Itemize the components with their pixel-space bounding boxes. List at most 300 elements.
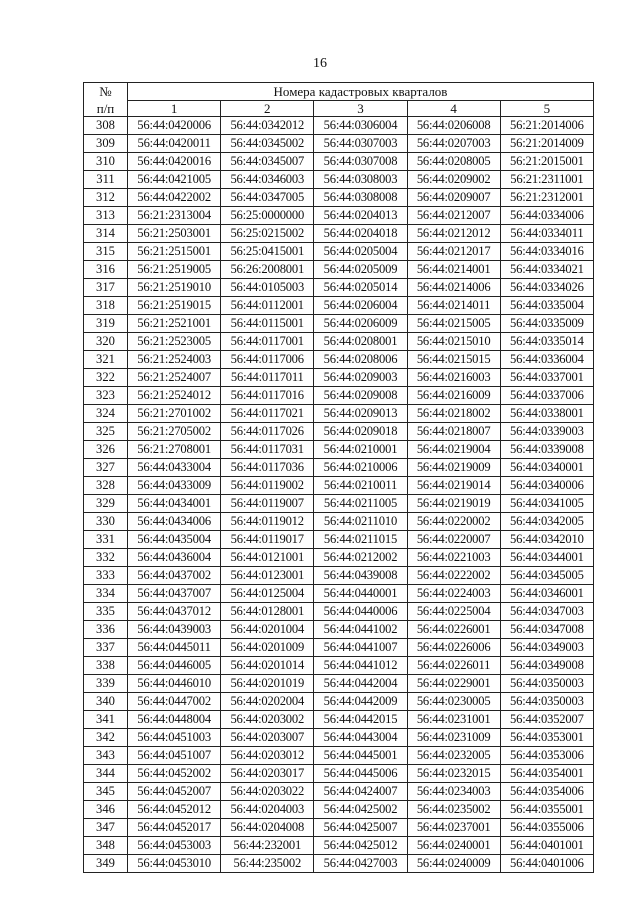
row-number-cell: 341 [84, 711, 128, 729]
cadastral-number-cell: 56:44:0445001 [314, 747, 407, 765]
row-number-cell: 326 [84, 441, 128, 459]
column-header: 1 [128, 101, 221, 117]
row-number-cell: 317 [84, 279, 128, 297]
cadastral-number-cell: 56:44:0452017 [128, 819, 221, 837]
cadastral-number-cell: 56:44:0219019 [407, 495, 500, 513]
header-group: Номера кадастровых кварталов [128, 83, 594, 101]
cadastral-number-cell: 56:21:2519015 [128, 297, 221, 315]
cadastral-number-cell: 56:44:0337006 [500, 387, 593, 405]
cadastral-number-cell: 56:44:0334006 [500, 207, 593, 225]
cadastral-number-cell: 56:44:0441002 [314, 621, 407, 639]
cadastral-number-cell: 56:44:0453010 [128, 855, 221, 873]
row-number-cell: 329 [84, 495, 128, 513]
table-row [84, 405, 594, 423]
cadastral-number-cell: 56:44:0203002 [221, 711, 314, 729]
cadastral-number-cell: 56:44:0208005 [407, 153, 500, 171]
cadastral-number-cell: 56:44:0117016 [221, 387, 314, 405]
cadastral-number-cell: 56:44:0424007 [314, 783, 407, 801]
cadastral-number-cell: 56:44:0212017 [407, 243, 500, 261]
cadastral-number-cell: 56:44:0308008 [314, 189, 407, 207]
cadastral-number-cell: 56:44:0440001 [314, 585, 407, 603]
table-row [84, 549, 594, 567]
cadastral-number-cell: 56:21:2521001 [128, 315, 221, 333]
cadastral-number-cell: 56:44:0211005 [314, 495, 407, 513]
cadastral-number-cell: 56:44:0433004 [128, 459, 221, 477]
cadastral-number-cell: 56:44:0401001 [500, 837, 593, 855]
row-number-cell: 337 [84, 639, 128, 657]
cadastral-number-cell: 56:44:0117006 [221, 351, 314, 369]
row-number-cell: 343 [84, 747, 128, 765]
cadastral-number-cell: 56:44:0420016 [128, 153, 221, 171]
cadastral-number-cell: 56:44:0128001 [221, 603, 314, 621]
cadastral-number-cell: 56:44:0347005 [221, 189, 314, 207]
cadastral-number-cell: 56:44:0446005 [128, 657, 221, 675]
table-row [84, 387, 594, 405]
cadastral-number-cell: 56:44:0427003 [314, 855, 407, 873]
table-row [84, 477, 594, 495]
cadastral-number-cell: 56:25:0000000 [221, 207, 314, 225]
cadastral-number-cell: 56:44:0434001 [128, 495, 221, 513]
row-number-cell: 319 [84, 315, 128, 333]
cadastral-number-cell: 56:44:0342012 [221, 117, 314, 135]
cadastral-number-cell: 56:44:0206008 [407, 117, 500, 135]
row-number-cell: 342 [84, 729, 128, 747]
cadastral-number-cell: 56:44:0123001 [221, 567, 314, 585]
cadastral-number-cell: 56:44:0209008 [314, 387, 407, 405]
cadastral-number-cell: 56:44:0117031 [221, 441, 314, 459]
cadastral-number-cell: 56:44:0340001 [500, 459, 593, 477]
cadastral-number-cell: 56:44:0105003 [221, 279, 314, 297]
cadastral-number-cell: 56:44:0334021 [500, 261, 593, 279]
cadastral-number-cell: 56:44:0212012 [407, 225, 500, 243]
cadastral-number-cell: 56:44:0341005 [500, 495, 593, 513]
row-number-cell: 316 [84, 261, 128, 279]
cadastral-number-cell: 56:44:0425002 [314, 801, 407, 819]
cadastral-number-cell: 56:44:0355001 [500, 801, 593, 819]
table-row [84, 729, 594, 747]
cadastral-number-cell: 56:21:2701002 [128, 405, 221, 423]
row-number-cell: 321 [84, 351, 128, 369]
cadastral-number-cell: 56:21:2311001 [500, 171, 593, 189]
cadastral-number-cell: 56:44:0202004 [221, 693, 314, 711]
row-number-cell: 310 [84, 153, 128, 171]
cadastral-number-cell: 56:44:0452012 [128, 801, 221, 819]
cadastral-number-cell: 56:21:2524007 [128, 369, 221, 387]
page-number: 16 [313, 56, 327, 71]
table-row [84, 531, 594, 549]
cadastral-number-cell: 56:44:0334016 [500, 243, 593, 261]
cadastral-number-cell: 56:44:0335014 [500, 333, 593, 351]
cadastral-number-cell: 56:21:2312001 [500, 189, 593, 207]
cadastral-number-cell: 56:44:0339008 [500, 441, 593, 459]
table-row [84, 135, 594, 153]
column-header: 3 [314, 101, 407, 117]
table-row [84, 459, 594, 477]
cadastral-number-cell: 56:21:2014009 [500, 135, 593, 153]
cadastral-number-cell: 56:44:0442015 [314, 711, 407, 729]
cadastral-number-cell: 56:44:0355006 [500, 819, 593, 837]
table-row [84, 657, 594, 675]
cadastral-number-cell: 56:44:0206004 [314, 297, 407, 315]
cadastral-number-cell: 56:44:0210001 [314, 441, 407, 459]
cadastral-number-cell: 56:44:0219009 [407, 459, 500, 477]
table-body [84, 117, 594, 873]
cadastral-number-cell: 56:44:0209002 [407, 171, 500, 189]
table-row [84, 585, 594, 603]
cadastral-number-cell: 56:44:0203007 [221, 729, 314, 747]
cadastral-number-cell: 56:44:0119002 [221, 477, 314, 495]
row-number-cell: 344 [84, 765, 128, 783]
cadastral-number-cell: 56:44:0237001 [407, 819, 500, 837]
cadastral-number-cell: 56:44:0117011 [221, 369, 314, 387]
cadastral-number-cell: 56:44:0226006 [407, 639, 500, 657]
column-header: 4 [407, 101, 500, 117]
table-row [84, 747, 594, 765]
cadastral-number-cell: 56:44:0452002 [128, 765, 221, 783]
cadastral-number-cell: 56:44:0211015 [314, 531, 407, 549]
cadastral-number-cell: 56:44:0226001 [407, 621, 500, 639]
cadastral-number-cell: 56:44:0221003 [407, 549, 500, 567]
row-number-cell: 349 [84, 855, 128, 873]
cadastral-number-cell: 56:44:0201009 [221, 639, 314, 657]
table-row [84, 765, 594, 783]
cadastral-number-cell: 56:44:0201019 [221, 675, 314, 693]
header-no-label: № [99, 84, 112, 100]
cadastral-number-cell: 56:44:0436004 [128, 549, 221, 567]
cadastral-number-cell: 56:44:0349003 [500, 639, 593, 657]
cadastral-number-cell: 56:44:0117026 [221, 423, 314, 441]
cadastral-number-cell: 56:44:0219014 [407, 477, 500, 495]
cadastral-number-cell: 56:44:0204008 [221, 819, 314, 837]
row-number-cell: 322 [84, 369, 128, 387]
row-number-cell: 331 [84, 531, 128, 549]
cadastral-number-cell: 56:44:0119017 [221, 531, 314, 549]
cadastral-number-cell: 56:44:0208006 [314, 351, 407, 369]
cadastral-number-cell: 56:44:0226011 [407, 657, 500, 675]
cadastral-number-cell: 56:44:0209007 [407, 189, 500, 207]
cadastral-number-cell: 56:44:0240009 [407, 855, 500, 873]
row-number-cell: 309 [84, 135, 128, 153]
cadastral-number-cell: 56:44:0437007 [128, 585, 221, 603]
cadastral-number-cell: 56:44:0307008 [314, 153, 407, 171]
cadastral-number-cell: 56:21:2524012 [128, 387, 221, 405]
cadastral-number-cell: 56:44:0119007 [221, 495, 314, 513]
cadastral-number-cell: 56:25:0215002 [221, 225, 314, 243]
cadastral-number-cell: 56:25:0415001 [221, 243, 314, 261]
cadastral-number-cell: 56:44:0214006 [407, 279, 500, 297]
cadastral-number-cell: 56:44:0240001 [407, 837, 500, 855]
row-number-cell: 308 [84, 117, 128, 135]
cadastral-number-cell: 56:44:0216009 [407, 387, 500, 405]
cadastral-number-cell: 56:44:0437002 [128, 567, 221, 585]
table-row [84, 675, 594, 693]
cadastral-number-cell: 56:44:0215010 [407, 333, 500, 351]
cadastral-number-cell: 56:44:0354006 [500, 783, 593, 801]
row-number-cell: 323 [84, 387, 128, 405]
table-row [84, 837, 594, 855]
cadastral-number-cell: 56:44:0205009 [314, 261, 407, 279]
cadastral-number-cell: 56:44:0434006 [128, 513, 221, 531]
cadastral-number-cell: 56:44:0353001 [500, 729, 593, 747]
cadastral-number-cell: 56:44:0337001 [500, 369, 593, 387]
cadastral-number-cell: 56:44:0112001 [221, 297, 314, 315]
cadastral-number-cell: 56:44:0210006 [314, 459, 407, 477]
cadastral-number-cell: 56:44:0342005 [500, 513, 593, 531]
cadastral-number-cell: 56:44:0203022 [221, 783, 314, 801]
cadastral-number-cell: 56:44:0344001 [500, 549, 593, 567]
cadastral-number-cell: 56:21:2523005 [128, 333, 221, 351]
cadastral-number-cell: 56:44:0206009 [314, 315, 407, 333]
cadastral-number-cell: 56:44:0207003 [407, 135, 500, 153]
cadastral-number-cell: 56:21:2705002 [128, 423, 221, 441]
cadastral-number-cell: 56:44:0210011 [314, 477, 407, 495]
row-number-cell: 312 [84, 189, 128, 207]
cadastral-number-cell: 56:44:0117036 [221, 459, 314, 477]
cadastral-number-cell: 56:44:232001 [221, 837, 314, 855]
row-number-cell: 311 [84, 171, 128, 189]
cadastral-number-cell: 56:44:0347003 [500, 603, 593, 621]
cadastral-number-cell: 56:44:0235002 [407, 801, 500, 819]
cadastral-number-cell: 56:44:0215015 [407, 351, 500, 369]
table-row [84, 441, 594, 459]
cadastral-number-cell: 56:44:0442009 [314, 693, 407, 711]
cadastral-number-cell: 56:44:0220007 [407, 531, 500, 549]
row-number-cell: 330 [84, 513, 128, 531]
cadastral-number-cell: 56:44:0441007 [314, 639, 407, 657]
table-row [84, 207, 594, 225]
row-number-cell: 338 [84, 657, 128, 675]
row-number-cell: 327 [84, 459, 128, 477]
header-no [84, 83, 128, 101]
table-row [84, 423, 594, 441]
cadastral-number-cell: 56:44:0342010 [500, 531, 593, 549]
cadastral-number-cell: 56:44:0209018 [314, 423, 407, 441]
cadastral-number-cell: 56:21:2515001 [128, 243, 221, 261]
table-row [84, 369, 594, 387]
cadastral-number-cell: 56:44:0350003 [500, 693, 593, 711]
cadastral-number-cell: 56:44:0352007 [500, 711, 593, 729]
row-number-cell: 313 [84, 207, 128, 225]
cadastral-number-cell: 56:44:0349008 [500, 657, 593, 675]
cadastral-number-cell: 56:44:0339003 [500, 423, 593, 441]
cadastral-number-cell: 56:21:2014006 [500, 117, 593, 135]
cadastral-number-cell: 56:44:0439008 [314, 567, 407, 585]
cadastral-number-cell: 56:44:0211010 [314, 513, 407, 531]
cadastral-number-cell: 56:44:0353006 [500, 747, 593, 765]
column-header: 2 [221, 101, 314, 117]
table-row [84, 819, 594, 837]
row-number-cell: 315 [84, 243, 128, 261]
cadastral-number-cell: 56:44:0204013 [314, 207, 407, 225]
row-number-cell: 339 [84, 675, 128, 693]
cadastral-number-cell: 56:44:0117021 [221, 405, 314, 423]
row-number-cell: 347 [84, 819, 128, 837]
row-number-cell: 314 [84, 225, 128, 243]
cadastral-number-cell: 56:44:0121001 [221, 549, 314, 567]
cadastral-number-cell: 56:44:0203017 [221, 765, 314, 783]
cadastral-number-cell: 56:44:0222002 [407, 567, 500, 585]
table-row [84, 351, 594, 369]
cadastral-number-cell: 56:44:0345007 [221, 153, 314, 171]
cadastral-number-cell: 56:44:0425012 [314, 837, 407, 855]
cadastral-number-cell: 56:44:0219004 [407, 441, 500, 459]
cadastral-number-cell: 56:44:0439003 [128, 621, 221, 639]
cadastral-number-cell: 56:44:0214001 [407, 261, 500, 279]
cadastral-number-cell: 56:44:0115001 [221, 315, 314, 333]
cadastral-number-cell: 56:44:0446010 [128, 675, 221, 693]
cadastral-number-cell: 56:21:2015001 [500, 153, 593, 171]
cadastral-number-cell: 56:44:0204003 [221, 801, 314, 819]
cadastral-number-cell: 56:21:2519010 [128, 279, 221, 297]
table-row [84, 333, 594, 351]
row-number-cell: 324 [84, 405, 128, 423]
cadastral-number-cell: 56:44:0452007 [128, 783, 221, 801]
table-row [84, 603, 594, 621]
column-header: 5 [500, 101, 593, 117]
cadastral-number-cell: 56:44:0422002 [128, 189, 221, 207]
table-row [84, 495, 594, 513]
table-row [84, 855, 594, 873]
table-row [84, 801, 594, 819]
cadastral-number-cell: 56:44:0214011 [407, 297, 500, 315]
table-row [84, 693, 594, 711]
cadastral-number-cell: 56:44:0232005 [407, 747, 500, 765]
cadastral-number-cell: 56:44:0420006 [128, 117, 221, 135]
table-row [84, 279, 594, 297]
cadastral-number-cell: 56:44:0448004 [128, 711, 221, 729]
cadastral-number-cell: 56:21:2503001 [128, 225, 221, 243]
row-number-cell: 335 [84, 603, 128, 621]
cadastral-number-cell: 56:44:0453003 [128, 837, 221, 855]
cadastral-number-cell: 56:44:0334011 [500, 225, 593, 243]
cadastral-number-cell: 56:21:2519005 [128, 261, 221, 279]
table-row [84, 225, 594, 243]
cadastral-number-cell: 56:44:0308003 [314, 171, 407, 189]
cadastral-number-cell: 56:44:0420011 [128, 135, 221, 153]
cadastral-number-cell: 56:21:2524003 [128, 351, 221, 369]
table-row [84, 297, 594, 315]
cadastral-number-cell: 56:44:0205004 [314, 243, 407, 261]
table-row [84, 567, 594, 585]
table-row [84, 261, 594, 279]
cadastral-number-cell: 56:44:0347008 [500, 621, 593, 639]
row-number-cell: 348 [84, 837, 128, 855]
cadastral-number-cell: 56:44:0215005 [407, 315, 500, 333]
table-row [84, 783, 594, 801]
cadastral-number-cell: 56:44:0224003 [407, 585, 500, 603]
cadastral-number-cell: 56:44:0345002 [221, 135, 314, 153]
cadastral-number-cell: 56:44:0117001 [221, 333, 314, 351]
row-number-cell: 320 [84, 333, 128, 351]
cadastral-number-cell: 56:44:0225004 [407, 603, 500, 621]
cadastral-number-cell: 56:44:0440006 [314, 603, 407, 621]
row-number-cell: 318 [84, 297, 128, 315]
table-row [84, 117, 594, 135]
cadastral-number-cell: 56:44:0212002 [314, 549, 407, 567]
cadastral-number-cell: 56:44:0354001 [500, 765, 593, 783]
cadastral-number-cell: 56:44:0208001 [314, 333, 407, 351]
table-row [84, 513, 594, 531]
cadastral-number-cell: 56:44:0218002 [407, 405, 500, 423]
table-row [84, 315, 594, 333]
cadastral-number-cell: 56:44:0205014 [314, 279, 407, 297]
table-row [84, 171, 594, 189]
cadastral-number-cell: 56:44:0234003 [407, 783, 500, 801]
cadastral-number-cell: 56:44:0340006 [500, 477, 593, 495]
cadastral-number-cell: 56:44:0209013 [314, 405, 407, 423]
cadastral-number-cell: 56:44:0350003 [500, 675, 593, 693]
cadastral-number-cell: 56:44:0441012 [314, 657, 407, 675]
cadastral-number-cell: 56:44:0212007 [407, 207, 500, 225]
cadastral-number-cell: 56:44:0435004 [128, 531, 221, 549]
table-row [84, 153, 594, 171]
cadastral-number-cell: 56:44:0232015 [407, 765, 500, 783]
cadastral-number-cell: 56:44:0203012 [221, 747, 314, 765]
cadastral-number-cell: 56:44:0119012 [221, 513, 314, 531]
cadastral-number-cell: 56:44:0336004 [500, 351, 593, 369]
row-number-cell: 336 [84, 621, 128, 639]
cadastral-number-cell: 56:44:0346003 [221, 171, 314, 189]
cadastral-number-cell: 56:44:0401006 [500, 855, 593, 873]
row-number-cell: 333 [84, 567, 128, 585]
cadastral-number-cell: 56:44:0306004 [314, 117, 407, 135]
cadastral-number-cell: 56:44:0442004 [314, 675, 407, 693]
row-number-cell: 334 [84, 585, 128, 603]
cadastral-number-cell: 56:44:0335009 [500, 315, 593, 333]
row-number-cell: 346 [84, 801, 128, 819]
cadastral-number-cell: 56:44:0231001 [407, 711, 500, 729]
cadastral-number-cell: 56:44:0201014 [221, 657, 314, 675]
row-number-cell: 340 [84, 693, 128, 711]
row-number-cell: 332 [84, 549, 128, 567]
cadastral-number-cell: 56:44:0229001 [407, 675, 500, 693]
cadastral-number-cell: 56:44:235002 [221, 855, 314, 873]
cadastral-quarters-table [83, 82, 594, 873]
cadastral-number-cell: 56:44:0338001 [500, 405, 593, 423]
cadastral-number-cell: 56:44:0451007 [128, 747, 221, 765]
cadastral-number-cell: 56:44:0433009 [128, 477, 221, 495]
table-row [84, 711, 594, 729]
cadastral-number-cell: 56:44:0218007 [407, 423, 500, 441]
cadastral-number-cell: 56:44:0216003 [407, 369, 500, 387]
cadastral-number-cell: 56:44:0445011 [128, 639, 221, 657]
cadastral-number-cell: 56:44:0451003 [128, 729, 221, 747]
cadastral-number-cell: 56:44:0445006 [314, 765, 407, 783]
cadastral-number-cell: 56:44:0437012 [128, 603, 221, 621]
cadastral-number-cell: 56:26:2008001 [221, 261, 314, 279]
cadastral-number-cell: 56:44:0335004 [500, 297, 593, 315]
cadastral-number-cell: 56:44:0125004 [221, 585, 314, 603]
cadastral-number-cell: 56:44:0443004 [314, 729, 407, 747]
table-row [84, 243, 594, 261]
row-number-cell: 325 [84, 423, 128, 441]
table-row [84, 189, 594, 207]
cadastral-number-cell: 56:44:0307003 [314, 135, 407, 153]
table-row [84, 621, 594, 639]
row-number-cell: 328 [84, 477, 128, 495]
cadastral-number-cell: 56:44:0220002 [407, 513, 500, 531]
table-row [84, 639, 594, 657]
cadastral-number-cell: 56:21:2708001 [128, 441, 221, 459]
cadastral-number-cell: 56:44:0346001 [500, 585, 593, 603]
cadastral-number-cell: 56:44:0421005 [128, 171, 221, 189]
cadastral-number-cell: 56:44:0209003 [314, 369, 407, 387]
row-number-cell: 345 [84, 783, 128, 801]
cadastral-number-cell: 56:44:0231009 [407, 729, 500, 747]
cadastral-number-cell: 56:44:0204018 [314, 225, 407, 243]
cadastral-number-cell: 56:44:0425007 [314, 819, 407, 837]
cadastral-number-cell: 56:44:0230005 [407, 693, 500, 711]
